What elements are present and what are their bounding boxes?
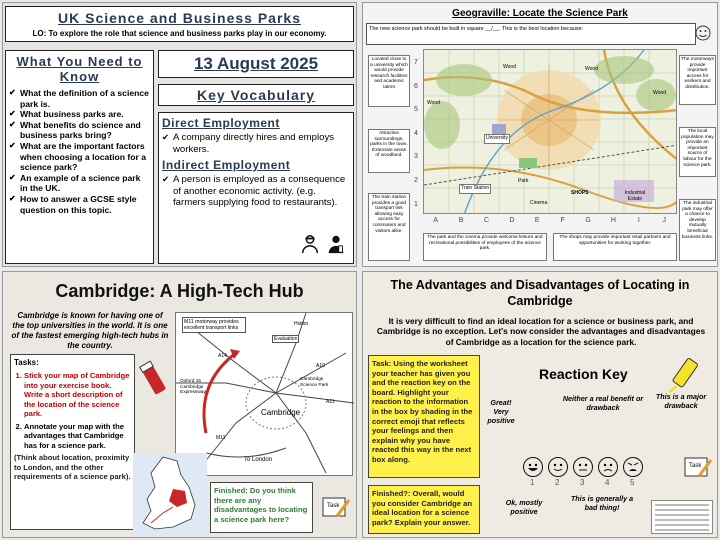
finished-box: Finished?: Overall, would you consider Cambridge an ideal location for a science park? Explain your answer. [368, 485, 480, 534]
column-label: H [610, 217, 616, 224]
intro-slide-panel [2, 2, 357, 267]
need-to-know-list [9, 88, 150, 215]
column-label: F [560, 217, 565, 224]
neutral-face-icon[interactable] [573, 457, 593, 477]
list-item: ✔ How to answer a GCSE style question on this topic. [9, 194, 150, 215]
row-label: 6 [414, 82, 418, 90]
learning-objective: LO: To explore the role that science and business parks play in our economy. [32, 29, 327, 38]
column-label: D [509, 217, 515, 224]
map-label-science-park: Cambridge Science Park [300, 377, 329, 388]
label-ok: Ok, mostly positive [505, 498, 543, 516]
location-prompt: The new science park should be built in square __/__. This is the best location because: [366, 23, 696, 45]
geograville-title: Geograville: Locate the Science Park [452, 8, 628, 19]
map-label-wood: Wood [427, 100, 440, 106]
label-neither: Neither a real benefit or drawback [562, 394, 644, 412]
map-label-a14: A14 [218, 353, 227, 359]
column-label: E [534, 217, 540, 224]
map-label-cambridge: Cambridge [261, 408, 301, 417]
map-label-m11-note: M11 motorway provides excellent transport links [182, 317, 246, 333]
task-tag-label: Task [327, 503, 340, 509]
map-label-a10: A10 [316, 363, 325, 369]
column-label: J [662, 217, 666, 224]
map-label-m11: M11 [216, 435, 226, 441]
row-label: 3 [414, 153, 418, 161]
advantages-panel [362, 271, 718, 538]
page-title: UK Science and Business Parks [58, 10, 301, 26]
map-label-evaluation: Evaluation [274, 336, 298, 342]
cambridge-hub-panel [2, 271, 357, 538]
happy-face-icon[interactable] [548, 457, 568, 477]
tasks-box [10, 354, 135, 530]
reaction-key-heading: Reaction Key [539, 366, 628, 382]
scale-number: 2 [555, 478, 560, 487]
cambridge-intro: Cambridge is known for having one of the top universities in the world. It is one of the fastest emerging high-tech hubs in the country. [11, 311, 169, 350]
annotation-shops: The shops may provide important retail partners and opportunities for working together. [553, 233, 677, 261]
annotation-train-station: The train station provides a good transport link allowing easy access for commuters and visitors alike. [368, 193, 410, 261]
map-label-park: Park [518, 178, 529, 184]
tasks-list [14, 371, 131, 450]
column-label: G [585, 217, 591, 224]
date-box: 13 August 2025 [158, 50, 354, 78]
reaction-task-box: Task: Using the worksheet your teacher has given you and the reaction key on the board. Highlight your reaction to the information in the box by shading in the correct emoji that reflects your feelings and then explain why you have reacted this way in the next box along. [368, 355, 480, 478]
scientist-icon [325, 233, 347, 255]
cambridge-title: Cambridge: A High-Tech Hub [55, 281, 304, 301]
label-great: Great! Very positive [487, 398, 515, 425]
row-label: 7 [414, 59, 418, 66]
column-label: I [637, 217, 640, 224]
map-column-labels [423, 217, 677, 224]
need-to-know-box [5, 50, 154, 264]
annotation-leisure: The park and the cinema provide welcome leisure and recreational possibilities of employees of the science park. [423, 233, 547, 261]
list-item: ✔ What business parks are. [9, 109, 150, 120]
task-tag [321, 494, 351, 520]
task-item: 2. Annotate your map with the advantages that Cambridge has for a science park. [24, 422, 131, 451]
task-item: 1. Stick your map of Cambridge into your exercise book. Write a short description of the location of the science park. [24, 371, 131, 419]
indirect-employment-term: Indirect Employment [162, 158, 291, 172]
reaction-scale [521, 457, 649, 487]
row-label: 5 [414, 106, 418, 114]
map-label-shops: SHOPS [571, 190, 589, 196]
task-tag [683, 454, 713, 480]
map-label-histon: Histon [294, 321, 309, 327]
column-label: B [458, 217, 464, 224]
annotation-motorways: The motorways provide important access for workers and distribution. [679, 55, 716, 105]
glue-stick-icon [139, 358, 167, 398]
row-label: 2 [414, 176, 418, 184]
locate-science-park-panel [362, 2, 718, 267]
sad-face-icon[interactable] [598, 457, 618, 477]
advantages-title: The Advantages and Disadvantages of Locating in Cambridge [390, 278, 690, 308]
column-label: A [433, 217, 439, 224]
tasks-heading: Tasks: [14, 358, 39, 367]
column-label: C [483, 217, 489, 224]
map-label-wood: Wood [585, 66, 598, 72]
map-label-industrial-estate: Industrial Estate [624, 190, 646, 202]
annotation-surroundings: Attractive surroundings, parks in the town. Extensive areas of woodland. [368, 129, 410, 173]
map-label-a11: A11 [326, 399, 335, 405]
title-box [5, 6, 354, 42]
annotation-university: Located close to a university which would provide research facilities and academic talent [368, 55, 410, 107]
vocabulary-definitions [158, 112, 354, 264]
list-item: ✔ What are the important factors when choosing a location for a science park? [9, 141, 150, 173]
worker-icon [299, 233, 321, 255]
list-item: ✔ What the definition of a science park is. [9, 88, 150, 109]
direct-employment-definition: ✔ A company directly hires and employs workers. [162, 132, 350, 155]
map-row-labels [411, 51, 421, 216]
map-label-wood: Wood [653, 90, 666, 96]
map-label-university: University [484, 134, 510, 144]
cambridge-map [175, 312, 353, 476]
task-tag-label: Task [689, 463, 702, 469]
finished-question: Finished: Do you think there are any disadvantages to locating a science park here? [210, 482, 313, 533]
map-label-oxford: Oxford 15 Cambridge Expressway [180, 379, 206, 396]
indirect-employment-definition: ✔ A person is employed as a consequence of another economic activity. (e.g. farmers supplying food to restaurants). [162, 174, 350, 209]
scale-number: 5 [630, 478, 635, 487]
very-happy-face-icon[interactable] [523, 457, 543, 477]
row-label: 4 [414, 129, 418, 137]
list-item: ✔ An example of a science park in the UK. [9, 173, 150, 194]
highlighter-icon [663, 356, 703, 396]
scale-number: 3 [580, 478, 585, 487]
annotation-population: The local population may provide an important source of labour for the science park. [679, 127, 716, 177]
row-label: 1 [414, 200, 418, 208]
advantages-intro: It is very difficult to find an ideal location for a science or business park, and Cambridge is no exception. Let's now consider the advantages and disadvantages of Cambridge as a location for the science park. [376, 316, 706, 347]
think-hint: (Think about location, proximity to London, and the other requirements of a science park). [14, 453, 131, 481]
key-vocabulary-heading: Key Vocabulary [158, 84, 354, 106]
worksheet-thumbnail [651, 500, 713, 534]
map-label-to-london: To London [244, 457, 273, 463]
map-label-wood: Wood [503, 64, 516, 70]
list-item: ✔ What benefits do science and business parks bring? [9, 120, 150, 141]
direct-employment-term: Direct Employment [162, 116, 280, 130]
map-label-train-station: Train Station [459, 184, 491, 194]
label-major-drawback: This is a major drawback [655, 392, 707, 410]
label-generally-bad: This is generally a bad thing! [570, 494, 634, 512]
map-label-cinema: Cinema [530, 200, 548, 206]
annotation-industrial: The industrial park may offer a chance to develop mutually beneficial business links. [679, 199, 716, 261]
scale-number: 4 [605, 478, 610, 487]
england-map-icon [133, 453, 207, 535]
need-to-know-heading: What You Need to Know [16, 54, 143, 84]
angry-face-icon[interactable] [623, 457, 643, 477]
vocab-icons [299, 233, 347, 255]
geograville-map [423, 49, 677, 214]
scale-number: 1 [530, 478, 535, 487]
smiley-icon [695, 25, 711, 41]
